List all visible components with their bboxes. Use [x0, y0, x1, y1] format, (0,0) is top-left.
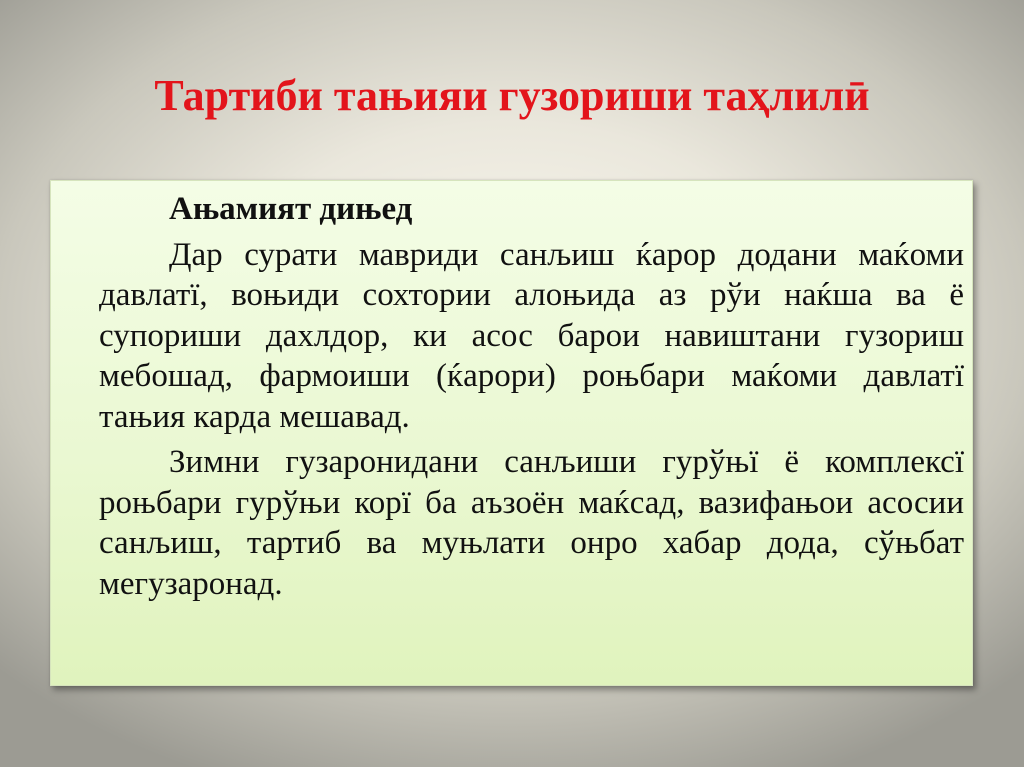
content-heading: Ањамият дињед [169, 191, 413, 227]
content-text [99, 189, 964, 604]
slide-title: Тартиби тањияи гузориши таҳлилӣ [154, 71, 870, 120]
content-box [50, 180, 973, 686]
paragraph-1: Дар сурати мавриди санљиш ќарор додани маќоми давлатї, воњиди сохтории алоњида аз рўи наќша ва ё супориши дахлдор, ки асос барои навиштани гузориш мебошад, фармоиши (ќарори) роњбари маќоми давлатї тањия карда мешавад. [99, 236, 964, 435]
paragraph-2: Зимни гузаронидани санљиши гурўњї ё комплексї роњбари гурўњи корї ба аъзоён маќсад, вазифањои асосии санљиш, тартиб ва муњлати онро хабар дода, сўњбат мегузаронад. [99, 444, 964, 602]
